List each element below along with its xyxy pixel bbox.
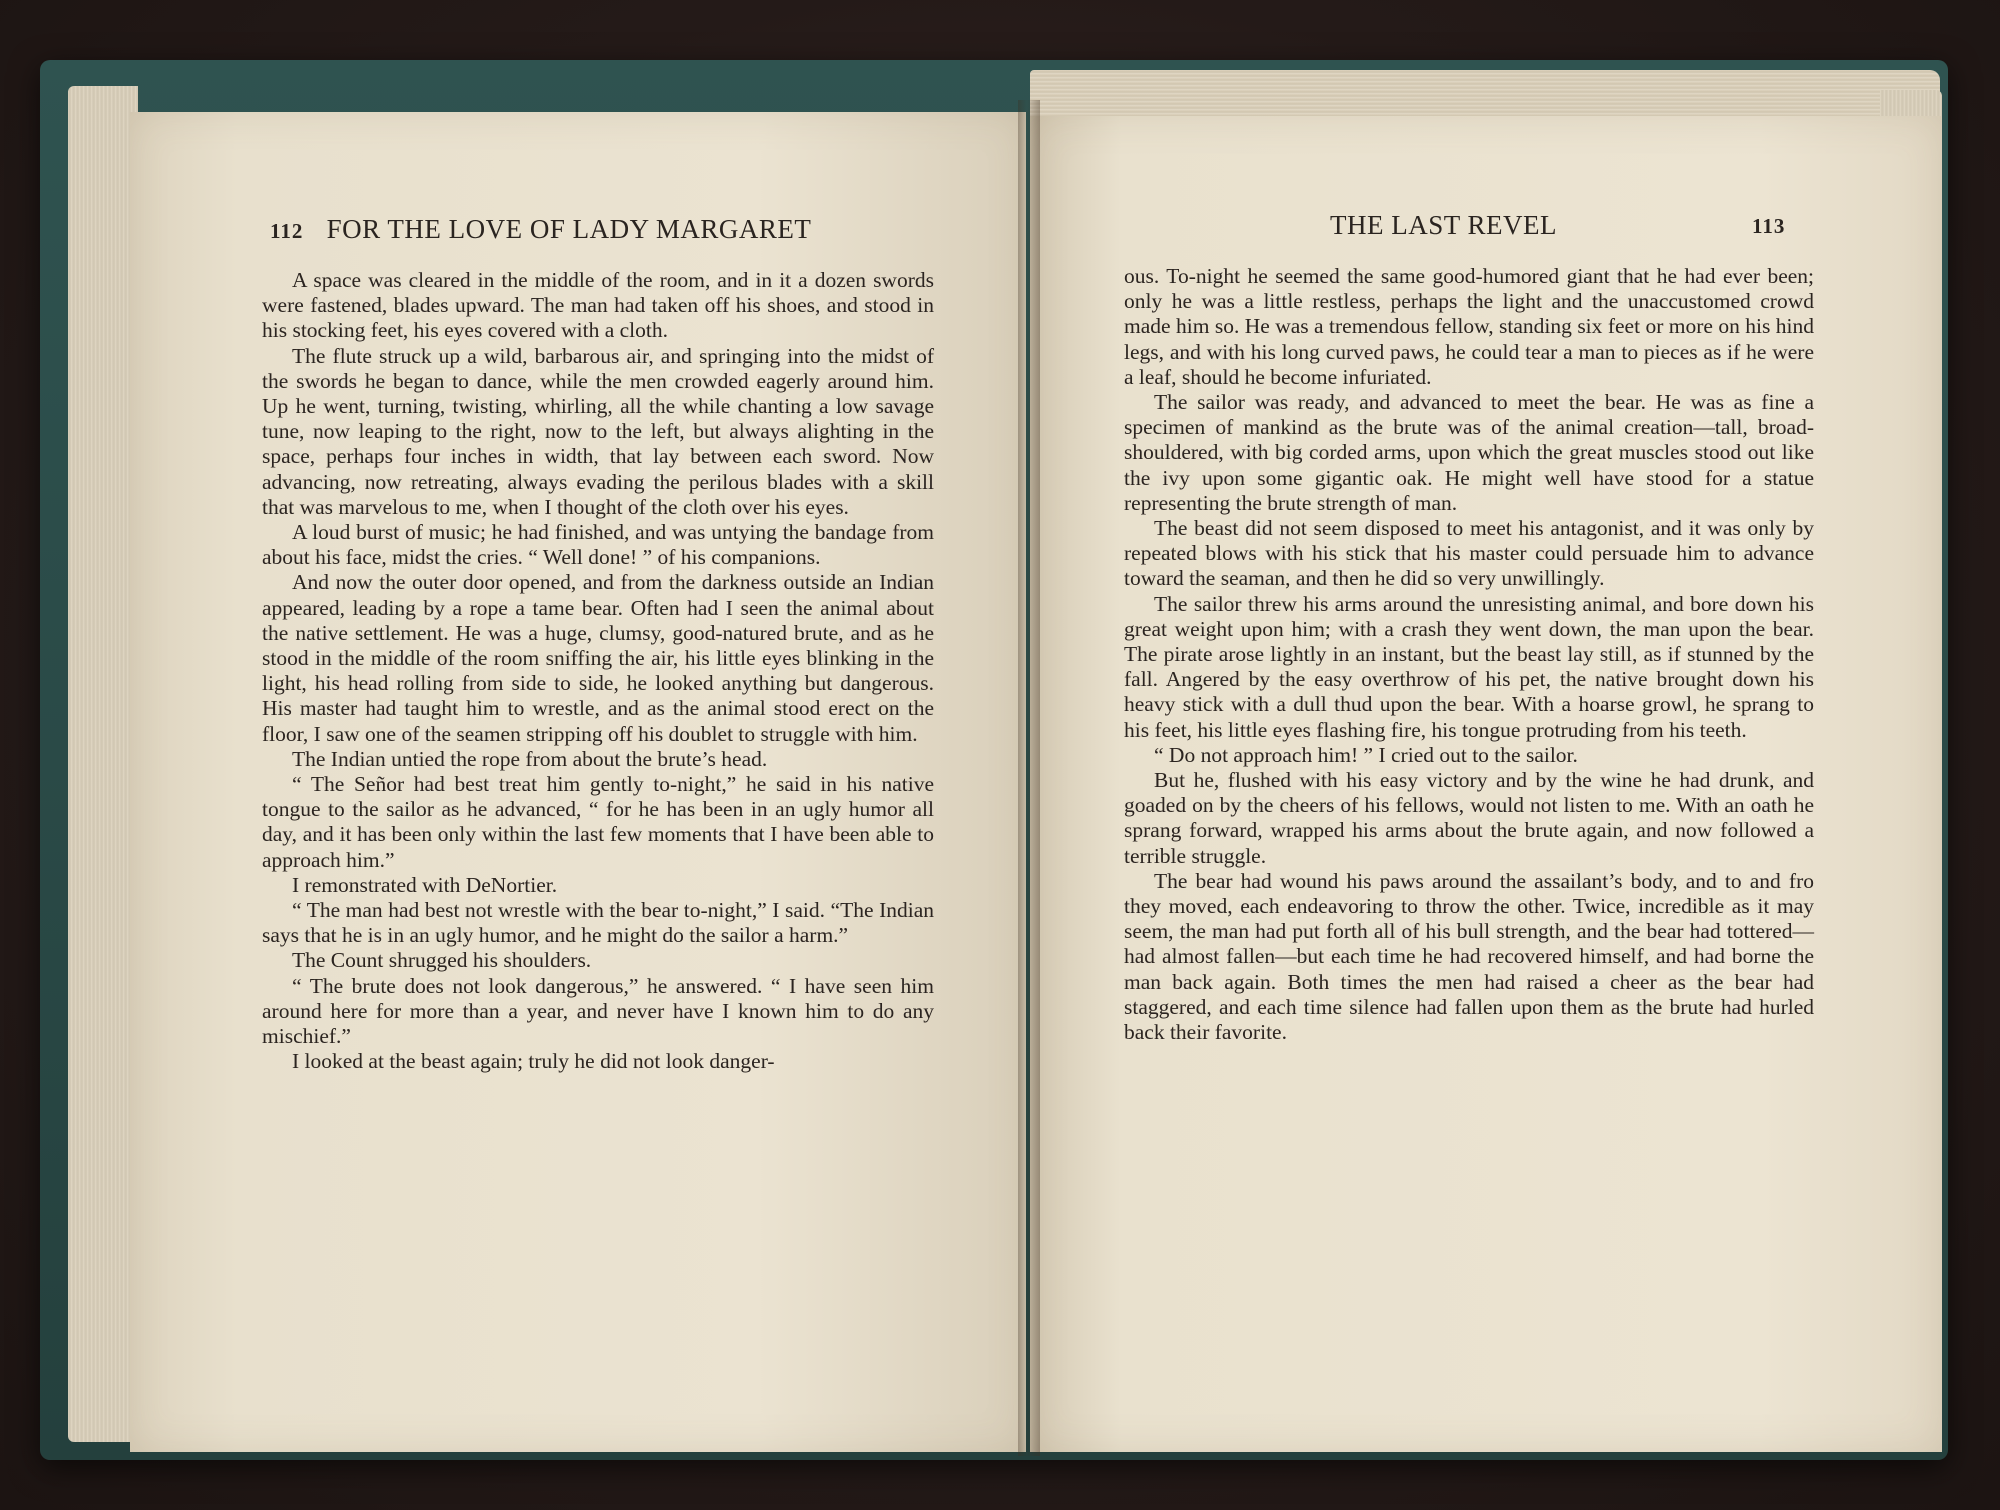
paragraph: A space was cleared in the middle of the room, and in it a dozen swords were fastened, blades upward. The man had taken off his shoes, and stood in his stocking feet, his eyes covered with a cloth. [262,268,934,343]
right-running-title: THE LAST REVEL [1330,210,1557,240]
paragraph: The sailor threw his arms around the unresisting animal, and bore down his great weight upon him; with a crash they went down, the man upon the bear. The pirate arose lightly in an instant, but the beast lay still, as if stunned by the fall. Angered by the easy overthrow of his pet, the native brought down his heavy stick with a dull thud upon the bear. With a hoarse growl, he sprang to his feet, his little eyes flashing fire, his tongue protruding from his teeth. [1124,591,1814,742]
left-running-head [270,214,811,245]
paragraph: “ The brute does not look dangerous,” he answered. “ I have seen him around here for more than a year, and never have I known him to do any mischief.” [262,973,934,1049]
paragraph: I looked at the beast again; truly he did not look danger- [292,1049,775,1074]
left-page-number: 112 [270,219,304,243]
paragraph: “ The Señor had best treat him gently to-night,” he said in his native tongue to the sailor as he advanced, “ for he has been in an ugly humor all day, and it has been only within the last few moments that I have been able to approach him.” [262,772,934,872]
right-page [1030,116,1942,1452]
paragraph: A loud burst of music; he had finished, and was untying the bandage from about his face, midst the cries. “ Well done! ” of his companions. [262,520,934,570]
paragraph: The bear had wound his paws around the assailant’s body, and to and fro they moved, each endeavoring to throw the other. Twice, incredible as it may seem, the man had put forth all of his bull strength, and the bear had tottered—had almost fallen—but each time he had recovered himself, and had borne the man back again. Both times the men had raised a cheer as the bear had staggered, and each time silence had fallen upon them as the brute had hurled back their favorite. [1124,868,1814,1045]
page-edges-left [68,86,138,1442]
paragraph: The sailor was ready, and advanced to meet the bear. He was as fine a specimen of mankind as the brute was of the animal creation—tall, broad-shouldered, with big corded arms, upon which the great muscles stood out like the ivy upon some gigantic oak. He might well have stood for a statue representing the brute strength of man. [1124,390,1814,515]
paragraph-continuation: ous. To-night he seemed the same good-humored giant that he had ever been; only he was a little restless, perhaps the light and the unaccustomed crowd made him so. He was a tremendous fellow, standing six feet or more on his hind legs, and with his long curved paws, he could tear a man to pieces as if he were a leaf, should he become infuriated. [1124,264,1814,389]
left-page [130,112,1026,1452]
paragraph: The flute struck up a wild, barbarous air, and springing into the midst of the swords he began to dance, while the men crowded eagerly around him. Up he went, turning, twisting, whirling, all the while chanting a low savage tune, now leaping to the right, now to the left, but always alighting in the space, perhaps four inches in width, that lay between each sword. Now advancing, now retreating, always evading the perilous blades with a skill that was marvelous to me, when I thought of the cloth over his eyes. [262,343,934,519]
right-page-text [1124,264,1814,1045]
paragraph: “ The man had best not wrestle with the bear to-night,” I said. “The Indian says that he is in an ugly humor, and he might do the sailor a harm.” [262,898,934,948]
book-gutter [1018,100,1040,1456]
paragraph: “ Do not approach him! ” I cried out to the sailor. [1154,742,1578,767]
paragraph: The beast did not seem disposed to meet his antagonist, and it was only by repeated blows with his stick that his master could persuade him to advance toward the seaman, and then he did so very unwillingly. [1124,516,1814,591]
left-running-title: FOR THE LOVE OF LADY MARGARET [326,214,812,244]
right-page-number: 113 [1752,214,1786,238]
paragraph: And now the outer door opened, and from the darkness outside an Indian appeared, leading by a rope a tame bear. Often had I seen the animal about the native settlement. He was a huge, clumsy, good-natured brute, and as he stood in the middle of the room sniffing the air, his little eyes blinking in the light, his head rolling from side to side, he looked anything but dangerous. His master had taught him to wrestle, and as the animal stood erect on the floor, I saw one of the seamen stripping off his doublet to struggle with him. [262,570,934,746]
left-page-text [262,268,934,1075]
paragraph: The Indian untied the rope from about the brute’s head. [292,746,768,771]
paragraph: I remonstrated with DeNortier. [292,872,558,897]
paragraph: The Count shrugged his shoulders. [292,948,592,973]
paragraph: But he, flushed with his easy victory and by the wine he had drunk, and goaded on by the cheers of his fellows, would not listen to me. With an oath he sprang forward, wrapped his arms about the brute again, and now followed a terrible struggle. [1124,768,1814,868]
